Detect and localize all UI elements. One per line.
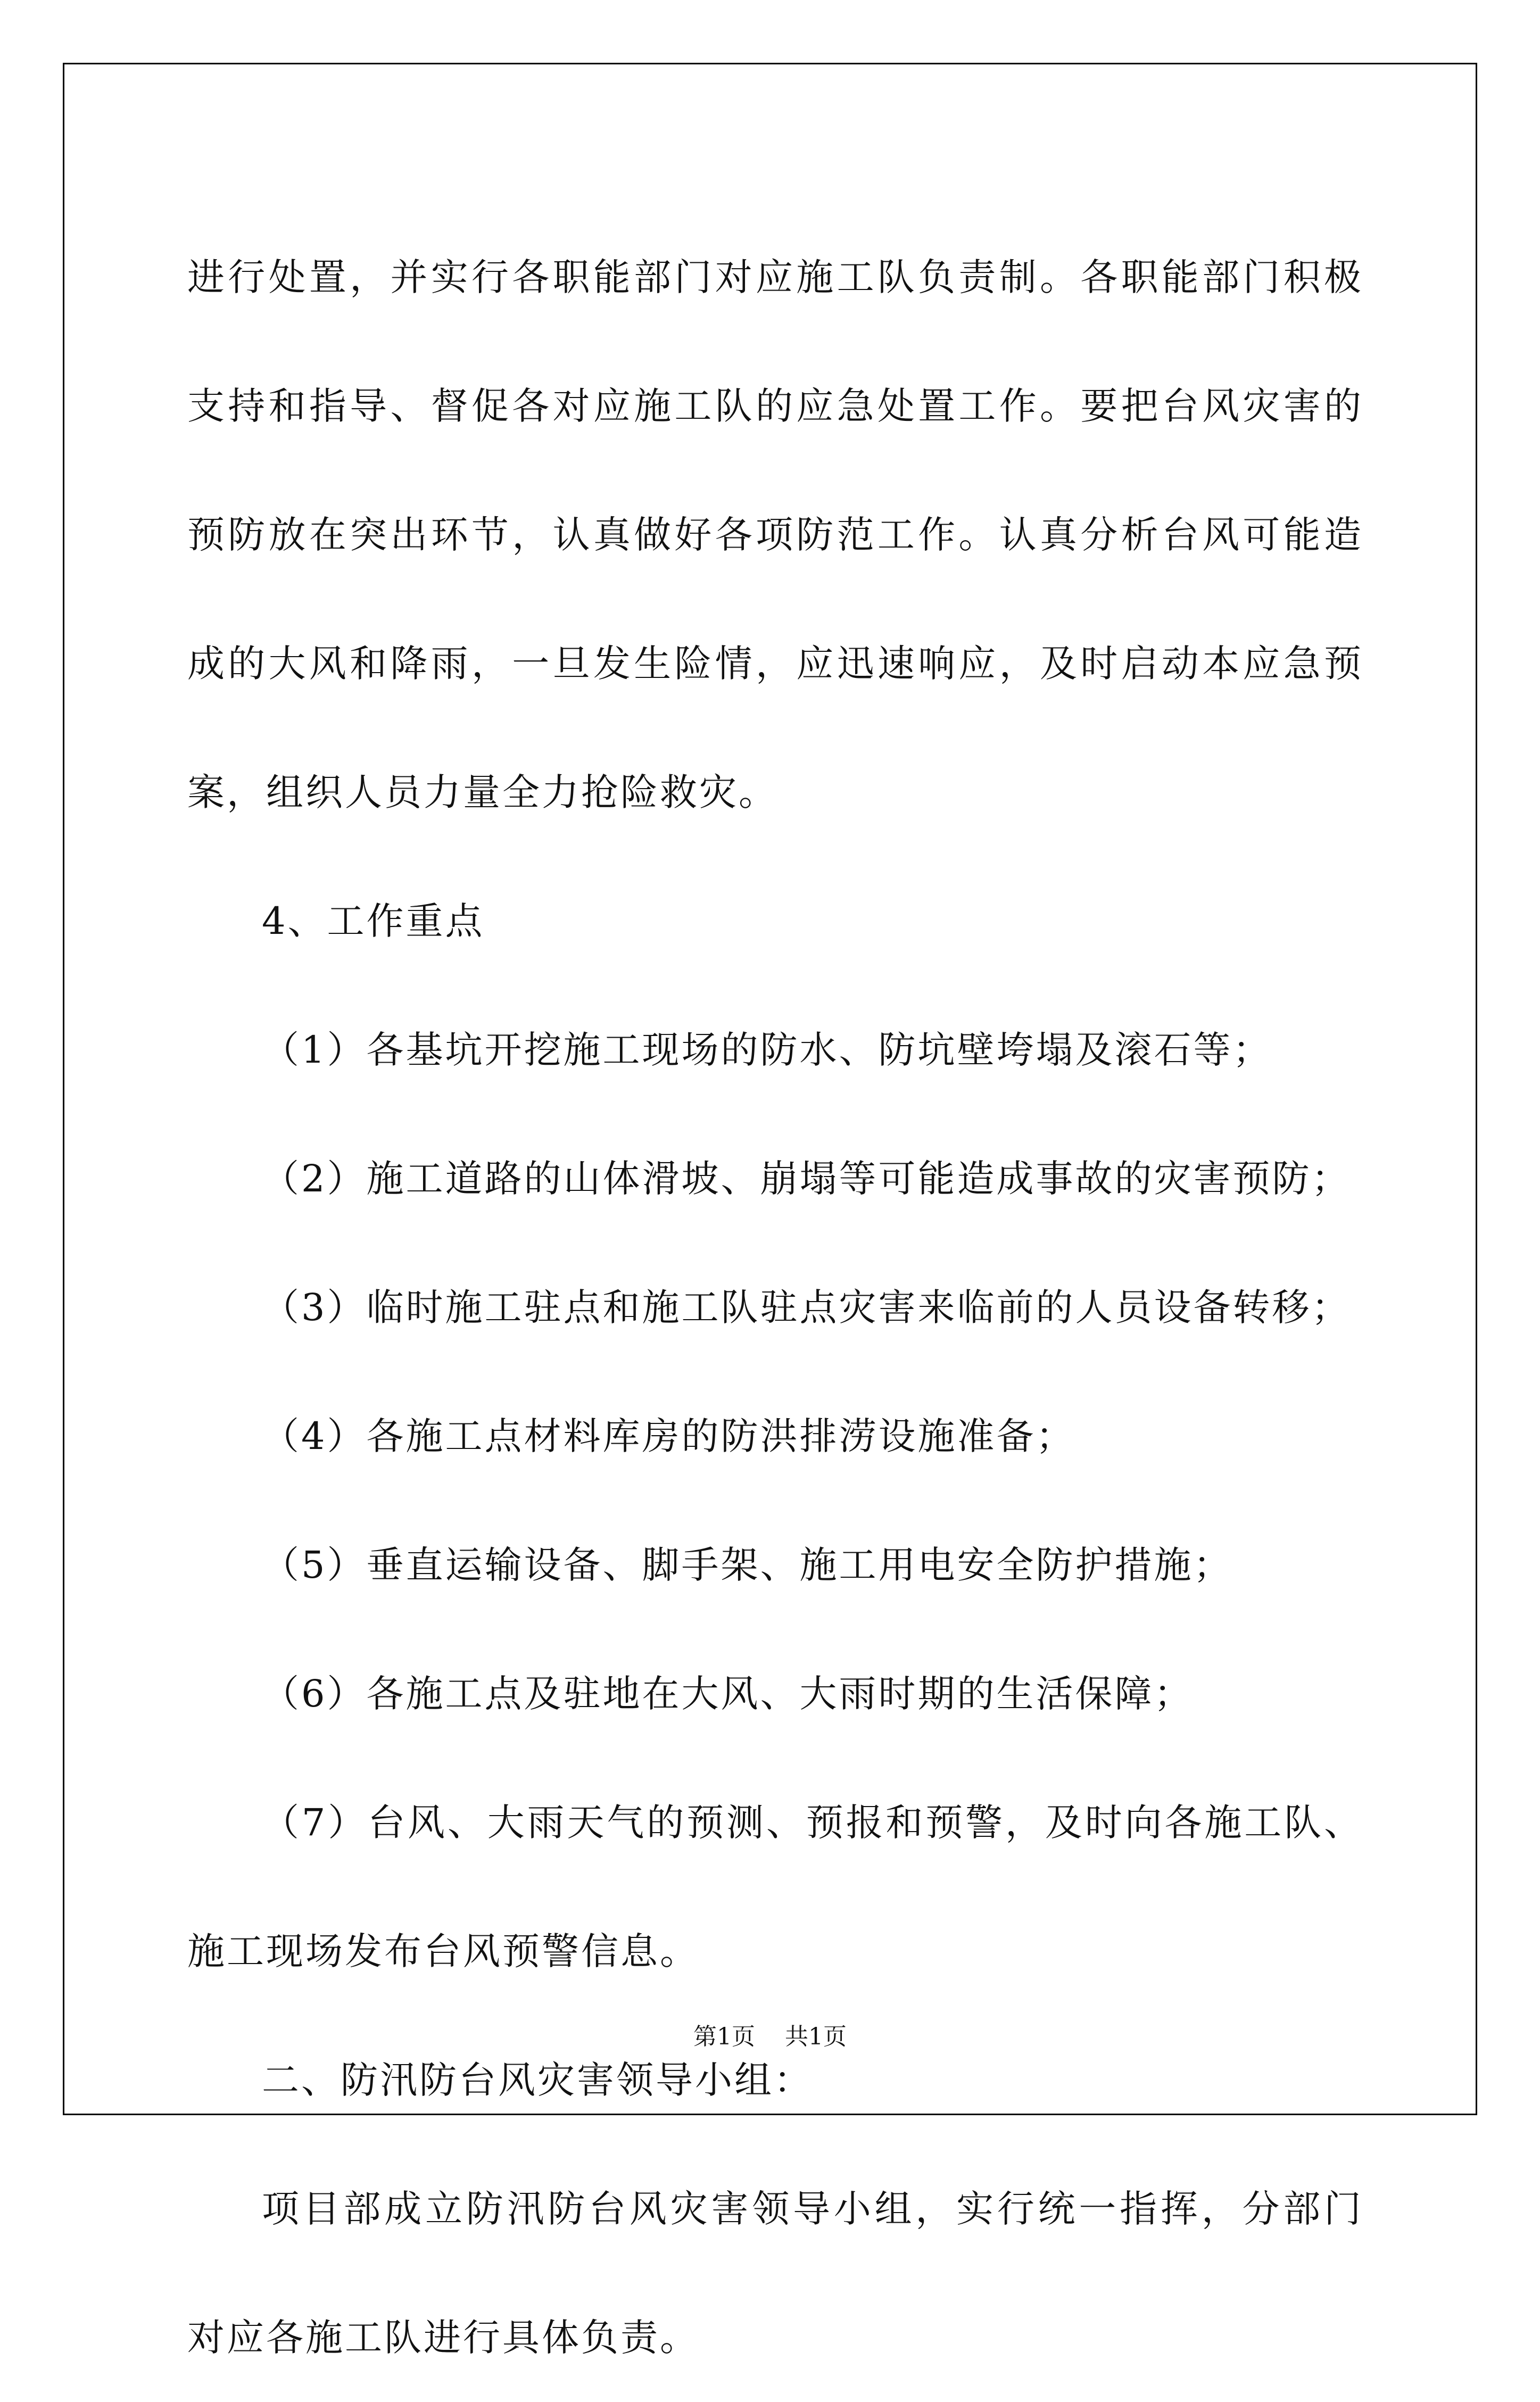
list-item: （3）临时施工驻点和施工队驻点灾害来临前的人员设备转移； [262, 1286, 1351, 1329]
list-item: （1）各基坑开挖施工现场的防水、防坑壁垮塌及滚石等； [262, 1028, 1272, 1072]
section-heading: 二、防汛防台风灾害领导小组： [262, 2058, 813, 2102]
list-item: （6）各施工点及驻地在大风、大雨时期的生活保障； [262, 1672, 1194, 1716]
document-body [187, 213, 1363, 2402]
page-footer [0, 2017, 1540, 2051]
list-item: （5）垂直运输设备、脚手架、施工用电安全防护措施； [262, 1543, 1233, 1587]
section-heading: 4、工作重点 [262, 899, 485, 943]
page-total: 共1页 [785, 2023, 847, 2050]
paragraph: 项目部成立防汛防台风灾害领导小组，实行统一指挥，分部门对应各施工队进行具体负责。 [187, 2187, 1363, 2359]
list-item: （7）台风、大雨天气的预测、预报和预警，及时向各施工队、施工现场发布台风预警信息。 [187, 1801, 1363, 1973]
paragraph: 进行处置，并实行各职能部门对应施工队负责制。各职能部门积极支持和指导、督促各对应施工队的应急处置工作。要把台风灾害的预防放在突出环节，认真做好各项防范工作。认真分析台风可能造成的大风和降雨，一旦发生险情，应迅速响应，及时启动本应急预案，组织人员力量全力抢险救灾。 [187, 255, 1363, 814]
page-number: 第1页 [693, 2023, 755, 2050]
list-item: （2）施工道路的山体滑坡、崩塌等可能造成事故的灾害预防； [262, 1157, 1351, 1200]
list-item: （4）各施工点材料库房的防洪排涝设施准备； [262, 1414, 1075, 1458]
